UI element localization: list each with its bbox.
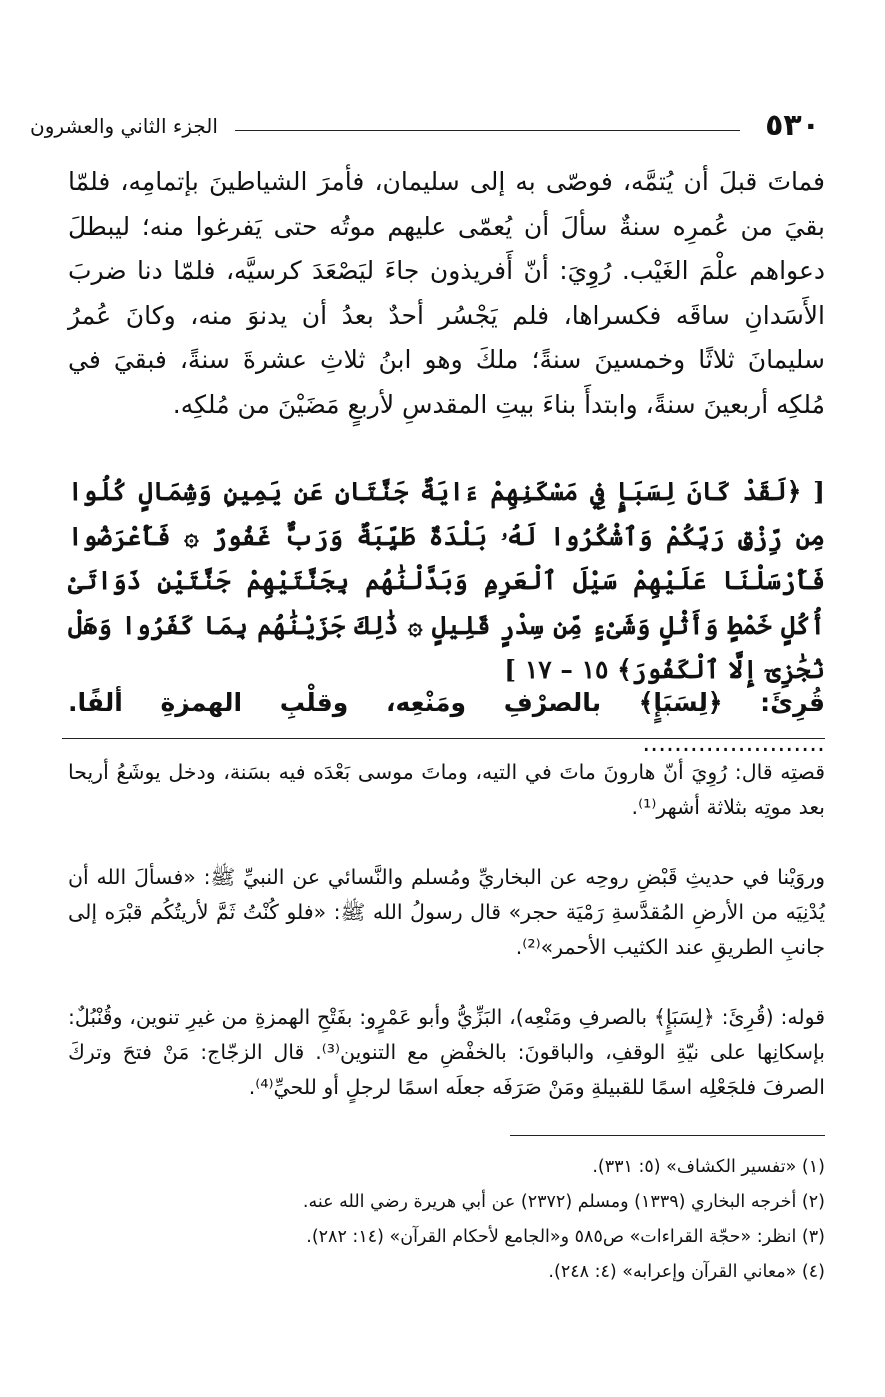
qiraat-dots: .......................	[642, 728, 825, 757]
qiraat-line	[68, 683, 825, 763]
commentary-paragraph-2: وروَيْنا في حديثِ قَبْضِ روحِه عن البخاريِّ ومُسلم والنَّسائي عن النبيِّ ﷺ: «فسألَ الله أن يُدْنِيَه من الأرضِ المُقدَّسةِ رَمْيَة حجر» قال رسولُ الله ﷺ: «فلو كُنْتُ ثَمَّ لأريتُكُم قبْرَه إلى جانبِ الطريقِ عند الكثيب الأحمر»⁽²⁾.	[68, 865, 825, 959]
header-rule	[235, 130, 740, 131]
quran-verse-block: [ ﴿لَقَدْ كَانَ لِسَبَإٍ فِي مَسْكَنِهِمْ ءَايَةٌ جَنَّتَانِ عَن يَمِينٍ وَشِمَالٍ كُلُوا مِن رِّزْقِ رَبِّكُمْ وَٱشْكُرُوا لَهُۥ بَلْدَةٌ طَيِّبَةٌ وَرَبٌّ غَفُورٌ ۞ فَأَعْرَضُوا فَأَرْسَلْنَا عَلَيْهِمْ سَيْلَ ٱلْعَرِمِ وَبَدَّلْنَٰهُم بِجَنَّتَيْهِمْ جَنَّتَيْنِ ذَوَاتَىْ أُكُلٍ خَمْطٍ وَأَثْلٍ وَشَىْءٍ مِّن سِدْرٍ قَلِيلٍ ۞ ذَٰلِكَ جَزَيْنَٰهُم بِمَا كَفَرُوا وَهَلْ نُجَٰزِىٓ إِلَّا ٱلْكَفُورَ﴾ ١٥ – ١٧ ]	[68, 477, 825, 684]
footnote-2: (٢) أخرجه البخاري (١٣٣٩) ومسلم (٢٣٧٢) عن أبي هريرة رضي الله عنه.	[302, 1192, 825, 1212]
commentary-paragraph-1: قصتِه قال: رُوِيَ أنّ هارونَ ماتَ في التيه، وماتَ موسى بَعْدَه فيه بسَنة، ودخل يوشَعُ أريحا بعد موتِه بثلاثة أشهر⁽¹⁾.	[68, 760, 825, 819]
section-divider	[62, 738, 825, 739]
footnote-3: (٣) انظر: «حجّة القراءات» ص٥٨٥ و«الجامع لأحكام القرآن» (١٤: ٢٨٢).	[306, 1227, 825, 1247]
footnotes	[68, 1150, 825, 1290]
footnote-divider	[510, 1135, 825, 1136]
running-title: الجزء الثاني والعشرون	[30, 114, 218, 138]
page-number: ٥٣٠	[765, 108, 820, 143]
commentary-paragraph-3: قوله: (قُرِئَ: ﴿لِسَبَإٍ﴾ بالصرفِ ومَنْعِه)، البَزِّيُّ وأبو عَمْرٍو: بفَتْحِ الهمزةِ من غيرِ تنوين، وقُنْبُلٌ: بإسكانِها على نيّةِ الوقفِ، والباقونَ: بالخفْضِ مع التنوين⁽³⁾. قال الزجّاج: مَنْ فتحَ وتركَ الصرفَ فلجَعْلِه اسمًا للقبيلةِ ومَنْ صَرَفَه جعلَه اسمًا لرجلٍ أو للحيِّ⁽⁴⁾.	[68, 1005, 825, 1099]
footnote-1: (١) «تفسير الكشاف» (٥: ٣٣١).	[592, 1157, 825, 1177]
qiraat-text: قُرِئَ: ﴿لِسَبَإٍ﴾ بالصرْفِ ومَنْعِه، وقلْبِ الهمزةِ ألفًا.	[68, 688, 825, 717]
footnote-4: (٤) «معاني القرآن وإعرابه» (٤: ٢٤٨).	[548, 1262, 825, 1282]
main-text-paragraph: فماتَ قبلَ أن يُتمَّه، فوصّى به إلى سليمان، فأمرَ الشياطينَ بإتمامِه، فلمّا بقيَ من عُمرِه سنةٌ سألَ أن يُعمّى عليهم موتُه حتى يَفرغوا منه؛ ليبطلَ دعواهم علْمَ الغَيْب. رُوِيَ: أنّ أَفريذون جاءَ ليَصْعَدَ كرسيَّه، فلمّا دنا ضربَ الأَسَدانِ ساقَه فكسراها، فلم يَجْسُر أحدٌ بعدُ أن يدنوَ منه، وكانَ عُمرُ سليمانَ ثلاثًا وخمسينَ سنةً؛ ملكَ وهو ابنُ ثلاثِ عشرةَ سنةً، فبقيَ في مُلكِه أربعينَ سنةً، وابتدأَ بناءَ بيتِ المقدسِ لأربعٍ مَضَيْنَ من مُلكِه.	[68, 167, 825, 419]
page-header	[30, 108, 820, 148]
